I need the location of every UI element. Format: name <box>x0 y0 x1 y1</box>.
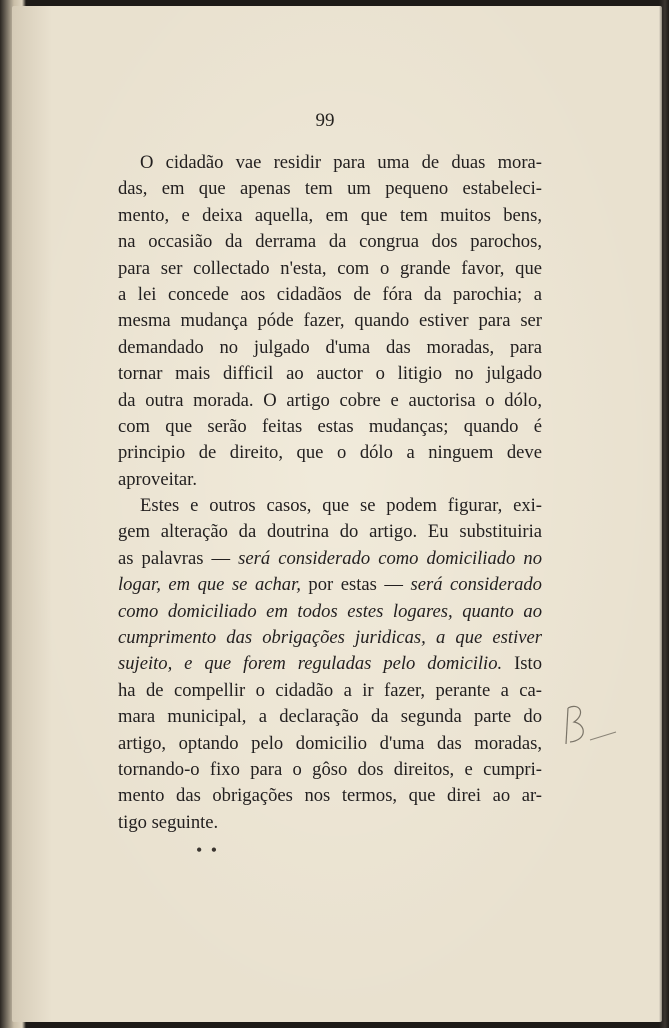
text-line: artigo, optando pelo domicilio d'uma das moradas, <box>118 732 542 754</box>
italic-text: sujeito, e que forem reguladas pelo domicilio. <box>118 653 503 675</box>
pencil-annotation <box>560 700 630 760</box>
italic-text: logar, em que se achar, <box>118 574 301 596</box>
text-line: a lei concede aos cidadãos de fóra da parochia; a <box>118 283 542 305</box>
body-text <box>118 150 542 836</box>
text-line: mesma mudança póde fazer, quando estiver para ser <box>118 310 542 332</box>
text-line: tigo seguinte. <box>118 811 219 833</box>
text-line: mento das obrigações nos termos, que direi ao ar- <box>118 785 542 807</box>
footer-mark: • • <box>196 840 220 860</box>
text-line: O cidadão vae residir para uma de duas mora- <box>140 152 542 173</box>
text-line: logar, em que se achar, por estas — será considerado <box>118 574 542 596</box>
text-line: gem alteração da doutrina do artigo. Eu substituiria <box>118 521 542 543</box>
text-line: com que serão feitas estas mudanças; quando é <box>118 415 542 437</box>
text-line: da outra morada. O artigo cobre e auctorisa o dólo, <box>118 389 542 411</box>
text-line: como domiciliado em todos estes logares, quanto ao <box>118 600 542 622</box>
text-line: aproveitar. <box>118 468 197 490</box>
text-line: Estes e outros casos, que se podem figurar, exi- <box>140 495 542 517</box>
text-line: das, em que apenas tem um pequeno estabeleci- <box>118 178 542 200</box>
text-line: tornando-o fixo para o gôso dos direitos, e cumpri- <box>118 758 542 780</box>
italic-text: será considerado <box>410 574 542 596</box>
page-number: 99 <box>315 110 335 131</box>
text-line: cumprimento das obrigações juridicas, a que estiver <box>118 627 542 649</box>
page-edge <box>659 0 669 1028</box>
paragraph <box>118 493 542 836</box>
text-line: principio de direito, que o dólo a ninguem deve <box>118 442 542 464</box>
text-line: ha de compellir o cidadão a ir fazer, perante a ca- <box>118 679 542 701</box>
text-line: para ser collectado n'esta, com o grande favor, que <box>118 257 542 279</box>
text-line: sujeito, e que forem reguladas pelo domicilio. Isto <box>118 653 542 675</box>
paragraph <box>118 150 542 493</box>
text-line: na occasião da derrama da congrua dos parochos, <box>118 231 542 253</box>
text-line: mento, e deixa aquella, em que tem muitos bens, <box>118 204 542 226</box>
text-line: tornar mais difficil ao auctor o litigio no julgado <box>118 363 542 385</box>
text-line: as palavras — será considerado como domiciliado no <box>118 547 542 569</box>
italic-text: será considerado como domiciliado no <box>238 547 542 569</box>
text-line: mara municipal, a declaração da segunda parte do <box>118 706 542 728</box>
text-line: demandado no julgado d'uma das moradas, para <box>118 336 542 358</box>
